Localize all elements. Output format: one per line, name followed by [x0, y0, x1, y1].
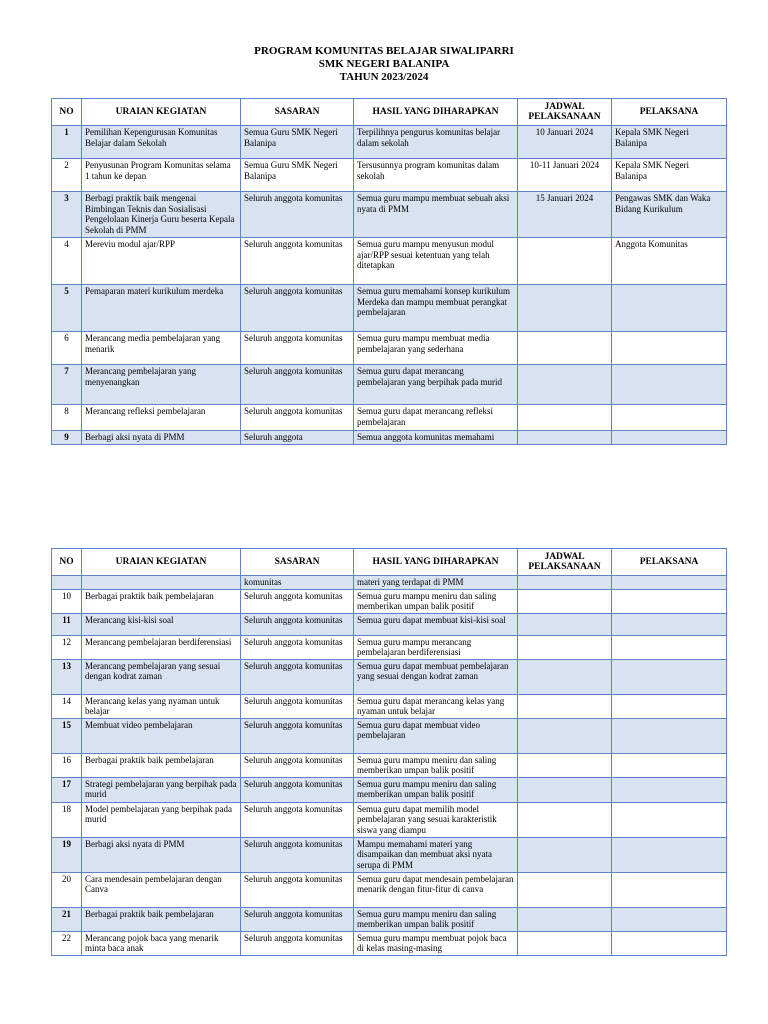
cell-sasaran: Seluruh anggota komunitas — [241, 238, 354, 285]
cell-pelaksana — [612, 589, 727, 613]
cell-jadwal — [518, 332, 612, 365]
title-line-year: TAHUN 2023/2024 — [339, 71, 429, 83]
table-body-page-1 — [52, 126, 727, 445]
cell-sasaran: Seluruh anggota komunitas — [241, 777, 354, 802]
cell-hasil: Semua guru mampu membuat media pembelajaran yang sederhana — [354, 332, 518, 365]
cell-no: 14 — [52, 694, 82, 718]
table-row — [52, 576, 727, 590]
cell-no: 19 — [52, 837, 82, 872]
cell-pelaksana: Pengawas SMK dan Waka Bidang Kurikulum — [612, 192, 727, 238]
col-header-pelaksana: PELAKSANA — [612, 99, 727, 126]
cell-no: 18 — [52, 802, 82, 837]
cell-uraian: Berbagi aksi nyata di PMM — [82, 837, 241, 872]
cell-uraian: Merancang pembelajaran berdiferensiasi — [82, 635, 241, 659]
col-header-pelaksana: PELAKSANA — [612, 549, 727, 576]
cell-uraian: Merancang kelas yang nyaman untuk belajar — [82, 694, 241, 718]
cell-sasaran: komunitas — [241, 576, 354, 590]
cell-sasaran: Seluruh anggota komunitas — [241, 694, 354, 718]
cell-hasil: Semua guru dapat merancang kelas yang nyaman untuk belajar — [354, 694, 518, 718]
cell-hasil: Semua guru dapat membuat video pembelajaran — [354, 718, 518, 753]
cell-pelaksana — [612, 753, 727, 777]
cell-sasaran: Seluruh anggota komunitas — [241, 753, 354, 777]
cell-pelaksana — [612, 431, 727, 445]
col-header-jadwal: JADWAL PELAKSANAAN — [518, 549, 612, 576]
cell-jadwal — [518, 405, 612, 431]
cell-jadwal — [518, 635, 612, 659]
cell-pelaksana — [612, 635, 727, 659]
cell-no: 16 — [52, 753, 82, 777]
cell-hasil: Semua guru dapat mendesain pembelajaran menarik dengan fitur-fitur di canva — [354, 872, 518, 907]
cell-uraian — [82, 576, 241, 590]
cell-pelaksana — [612, 694, 727, 718]
cell-pelaksana: Anggota Komunitas — [612, 238, 727, 285]
cell-hasil: Semua guru dapat merancang pembelajaran yang berpihak pada murid — [354, 365, 518, 405]
cell-uraian: Merancang pembelajaran yang menyenangkan — [82, 365, 241, 405]
cell-sasaran: Seluruh anggota komunitas — [241, 802, 354, 837]
cell-sasaran: Seluruh anggota komunitas — [241, 872, 354, 907]
cell-pelaksana — [612, 405, 727, 431]
cell-jadwal: 15 Januari 2024 — [518, 192, 612, 238]
program-table-page-1 — [51, 98, 727, 445]
table-row — [52, 837, 727, 872]
table-row — [52, 659, 727, 694]
cell-hasil: Semua guru mampu membuat sebuah aksi nyata di PMM — [354, 192, 518, 238]
cell-sasaran: Seluruh anggota komunitas — [241, 931, 354, 955]
cell-jadwal — [518, 238, 612, 285]
cell-uraian: Berbagai praktik baik pembelajaran — [82, 589, 241, 613]
cell-no — [52, 576, 82, 590]
col-header-no: NO — [52, 99, 82, 126]
cell-sasaran: Seluruh anggota komunitas — [241, 659, 354, 694]
cell-pelaksana — [612, 931, 727, 955]
cell-hasil: Tersusunnya program komunitas dalam sekolah — [354, 159, 518, 192]
cell-jadwal — [518, 872, 612, 907]
cell-pelaksana — [612, 837, 727, 872]
table-body-page-2 — [52, 576, 727, 956]
cell-jadwal — [518, 613, 612, 635]
col-header-sasaran: SASARAN — [241, 549, 354, 576]
col-header-hasil: HASIL YANG DIHARAPKAN — [354, 99, 518, 126]
cell-pelaksana — [612, 872, 727, 907]
cell-jadwal — [518, 589, 612, 613]
cell-uraian: Merancang pembelajaran yang sesuai dengan kodrat zaman — [82, 659, 241, 694]
cell-jadwal — [518, 931, 612, 955]
table-row — [52, 802, 727, 837]
cell-pelaksana — [612, 907, 727, 931]
cell-uraian: Cara mendesain pembelajaran dengan Canva — [82, 872, 241, 907]
cell-jadwal — [518, 802, 612, 837]
table-row — [52, 907, 727, 931]
cell-no: 6 — [52, 332, 82, 365]
cell-uraian: Pemaparan materi kurikulum merdeka — [82, 285, 241, 332]
cell-no: 22 — [52, 931, 82, 955]
table-row — [52, 159, 727, 192]
col-header-jadwal: JADWAL PELAKSANAAN — [518, 99, 612, 126]
cell-uraian: Merancang kisi-kisi soal — [82, 613, 241, 635]
cell-no: 1 — [52, 126, 82, 159]
table-row — [52, 192, 727, 238]
table-row — [52, 332, 727, 365]
cell-hasil: Semua guru dapat membuat pembelajaran yang sesuai dengan kodrat zaman — [354, 659, 518, 694]
cell-hasil: materi yang terdapat di PMM — [354, 576, 518, 590]
cell-uraian: Berbagai praktik baik pembelajaran — [82, 907, 241, 931]
cell-jadwal — [518, 365, 612, 405]
cell-hasil: Mampu memahami materi yang disampaikan dan membuat aksi nyata serupa di PMM — [354, 837, 518, 872]
cell-sasaran: Semua Guru SMK Negeri Balanipa — [241, 159, 354, 192]
cell-pelaksana — [612, 802, 727, 837]
table-row — [52, 126, 727, 159]
cell-no: 13 — [52, 659, 82, 694]
cell-pelaksana — [612, 285, 727, 332]
col-header-sasaran: SASARAN — [241, 99, 354, 126]
cell-uraian: Merancang pojok baca yang menarik minta baca anak — [82, 931, 241, 955]
table-row — [52, 718, 727, 753]
col-header-hasil: HASIL YANG DIHARAPKAN — [354, 549, 518, 576]
cell-pelaksana — [612, 576, 727, 590]
cell-jadwal — [518, 753, 612, 777]
col-header-uraian: URAIAN KEGIATAN — [82, 99, 241, 126]
title-line-school: SMK NEGERI BALANIPA — [318, 58, 450, 70]
cell-hasil: Semua guru mampu merancang pembelajaran berdiferensiasi — [354, 635, 518, 659]
cell-uraian: Strategi pembelajaran yang berpihak pada murid — [82, 777, 241, 802]
cell-hasil: Semua guru mampu meniru dan saling memberikan umpan balik positif — [354, 907, 518, 931]
table-row — [52, 872, 727, 907]
cell-jadwal — [518, 907, 612, 931]
cell-jadwal — [518, 576, 612, 590]
document-title — [0, 45, 768, 84]
table-row — [52, 613, 727, 635]
cell-sasaran: Seluruh anggota — [241, 431, 354, 445]
program-table-page-2 — [51, 548, 727, 956]
cell-pelaksana — [612, 718, 727, 753]
cell-sasaran: Seluruh anggota komunitas — [241, 635, 354, 659]
cell-sasaran: Seluruh anggota komunitas — [241, 285, 354, 332]
cell-hasil: Semua guru dapat merancang refleksi pembelajaran — [354, 405, 518, 431]
cell-sasaran: Seluruh anggota komunitas — [241, 718, 354, 753]
cell-no: 2 — [52, 159, 82, 192]
cell-sasaran: Seluruh anggota komunitas — [241, 907, 354, 931]
cell-hasil: Semua guru mampu meniru dan saling memberikan umpan balik positif — [354, 777, 518, 802]
cell-uraian: Membuat video pembelajaran — [82, 718, 241, 753]
cell-uraian: Mereviu modul ajar/RPP — [82, 238, 241, 285]
table-row — [52, 589, 727, 613]
cell-hasil: Terpilihnya pengurus komunitas belajar dalam sekolah — [354, 126, 518, 159]
cell-hasil: Semua guru dapat membuat kisi-kisi soal — [354, 613, 518, 635]
cell-pelaksana: Kepala SMK Negeri Balanipa — [612, 126, 727, 159]
cell-no: 10 — [52, 589, 82, 613]
cell-hasil: Semua guru memahami konsep kurikulum Merdeka dan mampu membuat perangkat pembelajaran — [354, 285, 518, 332]
cell-jadwal — [518, 431, 612, 445]
cell-no: 15 — [52, 718, 82, 753]
title-line-program: PROGRAM KOMUNITAS BELAJAR SIWALIPARRI — [254, 45, 514, 57]
table-row — [52, 285, 727, 332]
cell-pelaksana — [612, 332, 727, 365]
cell-no: 12 — [52, 635, 82, 659]
table-header-row — [52, 549, 727, 576]
cell-uraian: Pemilihan Kepengurusan Komunitas Belajar dalam Sekolah — [82, 126, 241, 159]
cell-jadwal — [518, 694, 612, 718]
cell-jadwal — [518, 659, 612, 694]
cell-jadwal — [518, 718, 612, 753]
cell-pelaksana — [612, 777, 727, 802]
cell-no: 8 — [52, 405, 82, 431]
cell-uraian: Penyusunan Program Komunitas selama 1 tahun ke depan — [82, 159, 241, 192]
cell-jadwal — [518, 777, 612, 802]
cell-jadwal: 10-11 Januari 2024 — [518, 159, 612, 192]
cell-hasil: Semua guru mampu membuat pojok baca di kelas masing-masing — [354, 931, 518, 955]
cell-uraian: Merancang refleksi pembelajaran — [82, 405, 241, 431]
cell-hasil: Semua anggota komunitas memahami — [354, 431, 518, 445]
cell-jadwal: 10 Januari 2024 — [518, 126, 612, 159]
cell-sasaran: Seluruh anggota komunitas — [241, 837, 354, 872]
cell-sasaran: Seluruh anggota komunitas — [241, 332, 354, 365]
cell-no: 4 — [52, 238, 82, 285]
cell-uraian: Berbagai praktik baik pembelajaran — [82, 753, 241, 777]
cell-sasaran: Seluruh anggota komunitas — [241, 365, 354, 405]
cell-uraian: Model pembelajaran yang berpihak pada murid — [82, 802, 241, 837]
cell-pelaksana — [612, 365, 727, 405]
cell-no: 17 — [52, 777, 82, 802]
table-row — [52, 431, 727, 445]
cell-hasil: Semua guru mampu meniru dan saling memberikan umpan balik positif — [354, 589, 518, 613]
table-row — [52, 694, 727, 718]
cell-pelaksana — [612, 659, 727, 694]
cell-hasil: Semua guru dapat memilih model pembelajaran yang sesuai karakteristik siswa yang diampu — [354, 802, 518, 837]
cell-sasaran: Seluruh anggota komunitas — [241, 613, 354, 635]
table-header-row — [52, 99, 727, 126]
table-row — [52, 753, 727, 777]
table-row — [52, 405, 727, 431]
cell-sasaran: Seluruh anggota komunitas — [241, 405, 354, 431]
cell-uraian: Berbagi praktik baik mengenai Bimbingan Teknis dan Sosialisasi Pengelolaan Kinerja Guru beserta Kepala Sekolah di PMM — [82, 192, 241, 238]
table-row — [52, 635, 727, 659]
table-row — [52, 238, 727, 285]
cell-hasil: Semua guru mampu meniru dan saling memberikan umpan balik positif — [354, 753, 518, 777]
cell-sasaran: Semua Guru SMK Negeri Balanipa — [241, 126, 354, 159]
cell-no: 9 — [52, 431, 82, 445]
table-row — [52, 931, 727, 955]
cell-sasaran: Seluruh anggota komunitas — [241, 192, 354, 238]
cell-no: 5 — [52, 285, 82, 332]
cell-no: 21 — [52, 907, 82, 931]
cell-sasaran: Seluruh anggota komunitas — [241, 589, 354, 613]
table-row — [52, 777, 727, 802]
cell-pelaksana — [612, 613, 727, 635]
cell-hasil: Semua guru mampu menyusun modul ajar/RPP sesuai ketentuan yang telah ditetapkan — [354, 238, 518, 285]
cell-pelaksana: Kepala SMK Negeri Balanipa — [612, 159, 727, 192]
cell-no: 3 — [52, 192, 82, 238]
cell-uraian: Merancang media pembelajaran yang menarik — [82, 332, 241, 365]
table-row — [52, 365, 727, 405]
cell-no: 7 — [52, 365, 82, 405]
cell-no: 20 — [52, 872, 82, 907]
cell-jadwal — [518, 837, 612, 872]
cell-jadwal — [518, 285, 612, 332]
col-header-no: NO — [52, 549, 82, 576]
cell-uraian: Berbagi aksi nyata di PMM — [82, 431, 241, 445]
cell-no: 11 — [52, 613, 82, 635]
col-header-uraian: URAIAN KEGIATAN — [82, 549, 241, 576]
